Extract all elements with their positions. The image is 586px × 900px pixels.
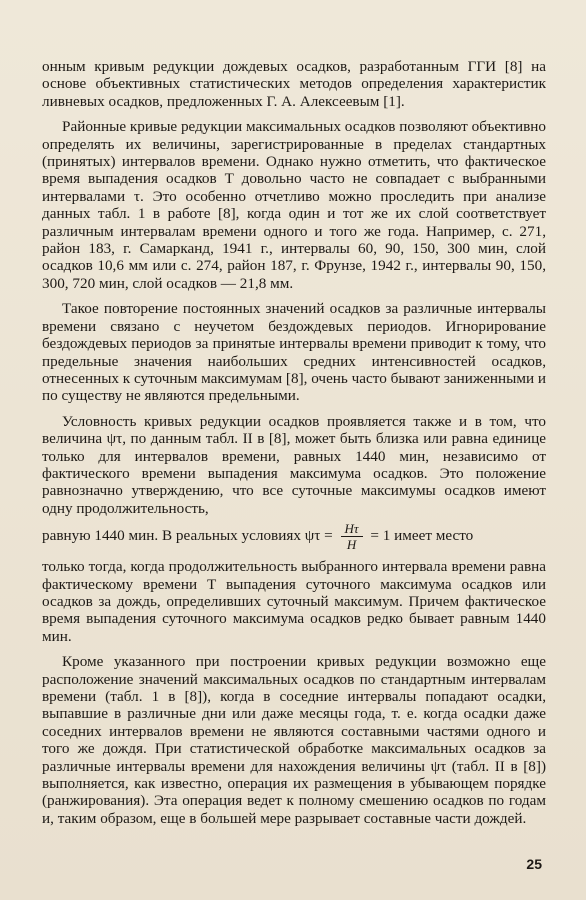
equation-line xyxy=(42,521,546,552)
equation-fraction xyxy=(341,521,363,552)
equation-numerator: Hτ xyxy=(341,521,363,537)
equation-after: = 1 имеет место xyxy=(370,527,474,545)
paragraph-1: онным кривым редукции дождевых осадков, разработанным ГГИ [8] на основе объективных статистических методов определения характеристик ливневых осадков, предложенных Г. А. Алексеевым [1]. xyxy=(42,58,546,110)
paragraph-3: Такое повторение постоянных значений осадков за различные интервалы времени связано с неучетом бездождевых периодов. Игнорирование бездождевых периодов за принятые интервалы времени приводит к тому, что предельные значения наибольших средних интенсивностей осадков, отнесенных к суточным максимумам [8], очень часто бывают заниженными и по существу не являются предельными. xyxy=(42,300,546,405)
paragraph-5: только тогда, когда продолжительность выбранного интервала времени равна фактическому времени T выпадения суточного максимума осадков или осадков за дождь, определивших суточный максимум. Причем фактическое время выпадения суточного максимума осадков редко бывает равным 1440 мин. xyxy=(42,558,546,645)
paragraph-2: Районные кривые редукции максимальных осадков позволяют объективно определять их величины, зарегистрированные в пределах стандартных (принятых) интервалов времени. Однако нужно отметить, что фактическое время выпадения осадков T довольно часто не совпадает с выбранными интервалами τ. Это особенно отчетливо можно проследить при анализе данных табл. 1 в работе [8], когда один и тот же их слой соответствует различным интервалам времени одного и того же года. Например, с. 271, район 183, г. Самарканд, 1941 г., интервалы 60, 90, 150, 300 мин, слой осадков 10,6 мм или с. 274, район 187, г. Фрунзе, 1942 г., интервалы 90, 150, 300, 720 мин, слой осадков — 21,8 мм. xyxy=(42,118,546,292)
equation-denominator: H xyxy=(346,537,357,553)
equation-before: равную 1440 мин. В реальных условиях ψτ = xyxy=(42,527,333,545)
paragraph-6: Кроме указанного при построении кривых редукции возможно еще расположение значений максимальных осадков по стандартным интервалам времени (табл. 1 в [8]), когда в соседние интервалы попадают осадки, выпавшие в различные дни или даже месяцы года, т. е. когда осадки даже соседних интервалов времени не являются составными частями одного и того же дождя. При статистической обработке максимальных осадков за различные интервалы времени для нахождения величины ψτ (табл. II в [8]) выполняется, как известно, операция их размещения в убывающем порядке (ранжирования). Эта операция ведет к полному смешению осадков по годам и, таким образом, еще в большей мере разрывает составные части дождей. xyxy=(42,653,546,827)
paragraph-4: Условность кривых редукции осадков проявляется также и в том, что величина ψτ, по данным табл. II в [8], может быть близка или равна единице только для интервалов времени, равных 1440 мин, независимо от фактического времени выпадения максимума осадков. Это положение равнозначно утверждению, что все суточные максимумы осадков имеют одну продолжительность, xyxy=(42,412,546,517)
page-number: 25 xyxy=(526,856,542,872)
